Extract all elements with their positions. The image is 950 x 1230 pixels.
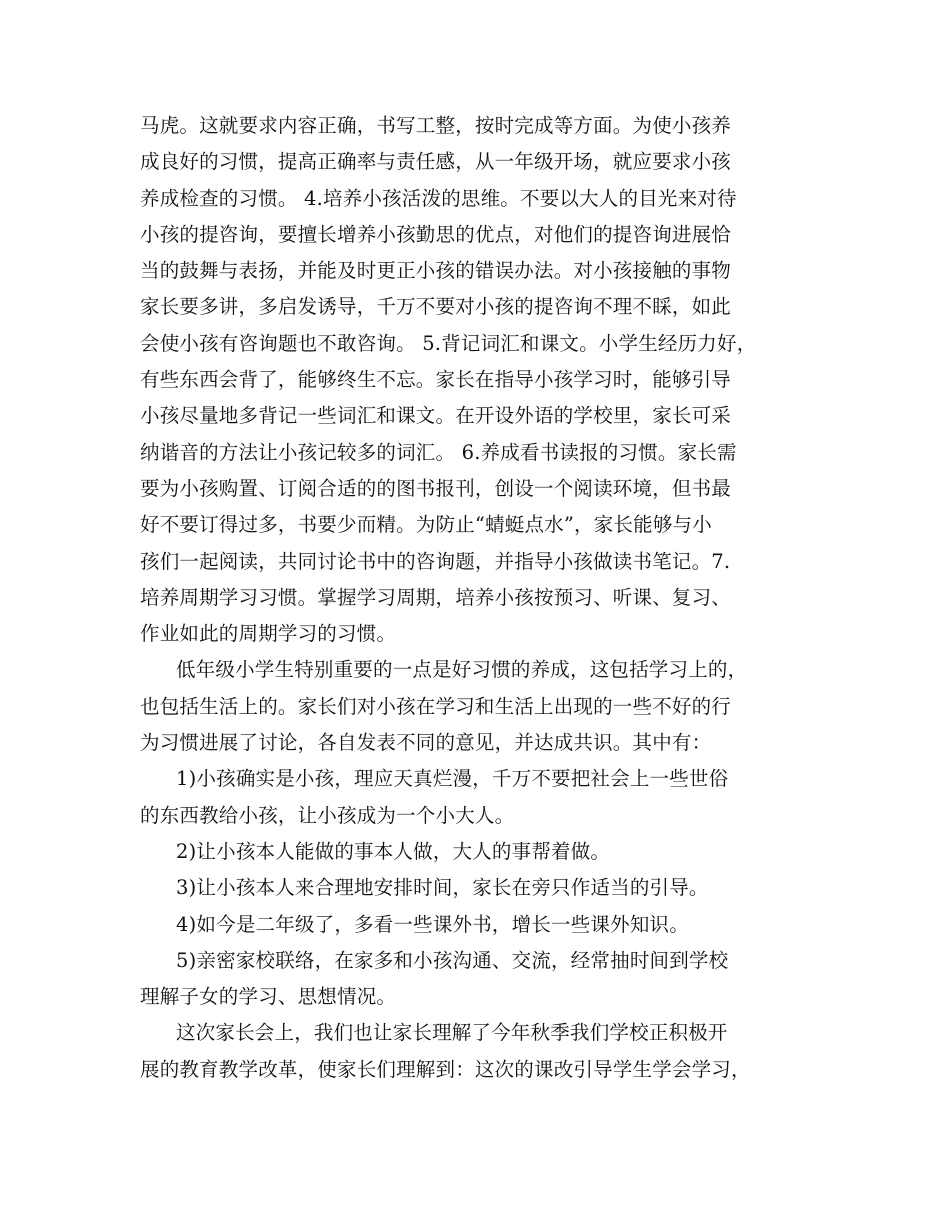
text-line: 也包括生活上的。家长们对小孩在学习和生活上出现的一些不好的行 — [140, 694, 732, 718]
text-line: 作业如此的周期学习的习惯。 — [140, 622, 397, 646]
text-line: 低年级小学生特别重要的一点是好习惯的养成，这包括学习上的， — [176, 658, 748, 682]
text-line: 要为小孩购置、订阅合适的的图书报刊，创设一个阅读环境，但书最 — [140, 476, 732, 500]
text-line: 2)让小孩本人能做的事本人做，大人的事帮着做。 — [176, 839, 611, 863]
text-line: 为习惯进展了讨论，各自发表不同的意见，并达成共识。其中有： — [140, 731, 712, 755]
text-line: 小孩的提咨询，要擅长增养小孩勤思的优点，对他们的提咨询进展恰 — [140, 222, 732, 246]
text-line: 马虎。这就要求内容正确，书写工整，按时完成等方面。为使小孩养 — [140, 114, 732, 137]
text-line: 培养周期学习习惯。掌握学习周期，培养小孩按预习、听课、复习、 — [140, 585, 732, 609]
text-line: 4)如今是二年级了，多看一些课外书，增长一些课外知识。 — [176, 912, 689, 936]
text-line: 的东西教给小孩，让小孩成为一个小大人。 — [140, 803, 515, 827]
body-text — [140, 108, 830, 1088]
text-line: 1)小孩确实是小孩，理应天真烂漫，千万不要把社会上一些世俗 — [176, 767, 729, 791]
text-line: 纳谐音的方法让小孩记较多的词汇。 6.养成看书读报的习惯。家长需 — [140, 440, 737, 464]
text-line: 这次家长会上，我们也让家长理解了今年秋季我们学校正积极开 — [176, 1021, 728, 1045]
text-line: 当的鼓舞与表扬，并能及时更正小孩的错误办法。对小孩接触的事物 — [140, 259, 732, 283]
text-line: 理解子女的学习、思想情况。 — [140, 985, 397, 1009]
text-line: 有些东西会背了，能够终生不忘。家长在指导小孩学习时，能够引导 — [140, 368, 732, 392]
text-line: 小孩尽量地多背记一些词汇和课文。在开设外语的学校里，家长可采 — [140, 404, 732, 428]
text-line: 家长要多讲，多启发诱导，千万不要对小孩的提咨询不理不睬，如此 — [140, 295, 732, 319]
text-line: 养成检查的习惯。 4.培养小孩活泼的思维。不要以大人的目光来对待 — [140, 186, 737, 210]
text-line: 孩们一起阅读，共同讨论书中的咨询题，并指导小孩做读书笔记。7. — [140, 549, 731, 573]
text-line: 5)亲密家校联络，在家多和小孩沟通、交流，经常抽时间到学校 — [176, 948, 729, 972]
text-line: 展的教育教学改革，使家长们理解到：这次的课改引导学生学会学习， — [140, 1057, 751, 1081]
text-line: 成良好的习惯，提高正确率与责任感，从一年级开场，就应要求小孩 — [140, 150, 732, 174]
text-line: 会使小孩有咨询题也不敢咨询。 5.背记词汇和课文。小学生经历力好， — [140, 331, 757, 355]
text-line: 3)让小孩本人来合理地安排时间，家长在旁只作适当的引导。 — [176, 876, 709, 900]
text-line: 好不要订得过多，书要少而精。为防止“蜻蜓点水”，家长能够与小 — [140, 513, 712, 537]
